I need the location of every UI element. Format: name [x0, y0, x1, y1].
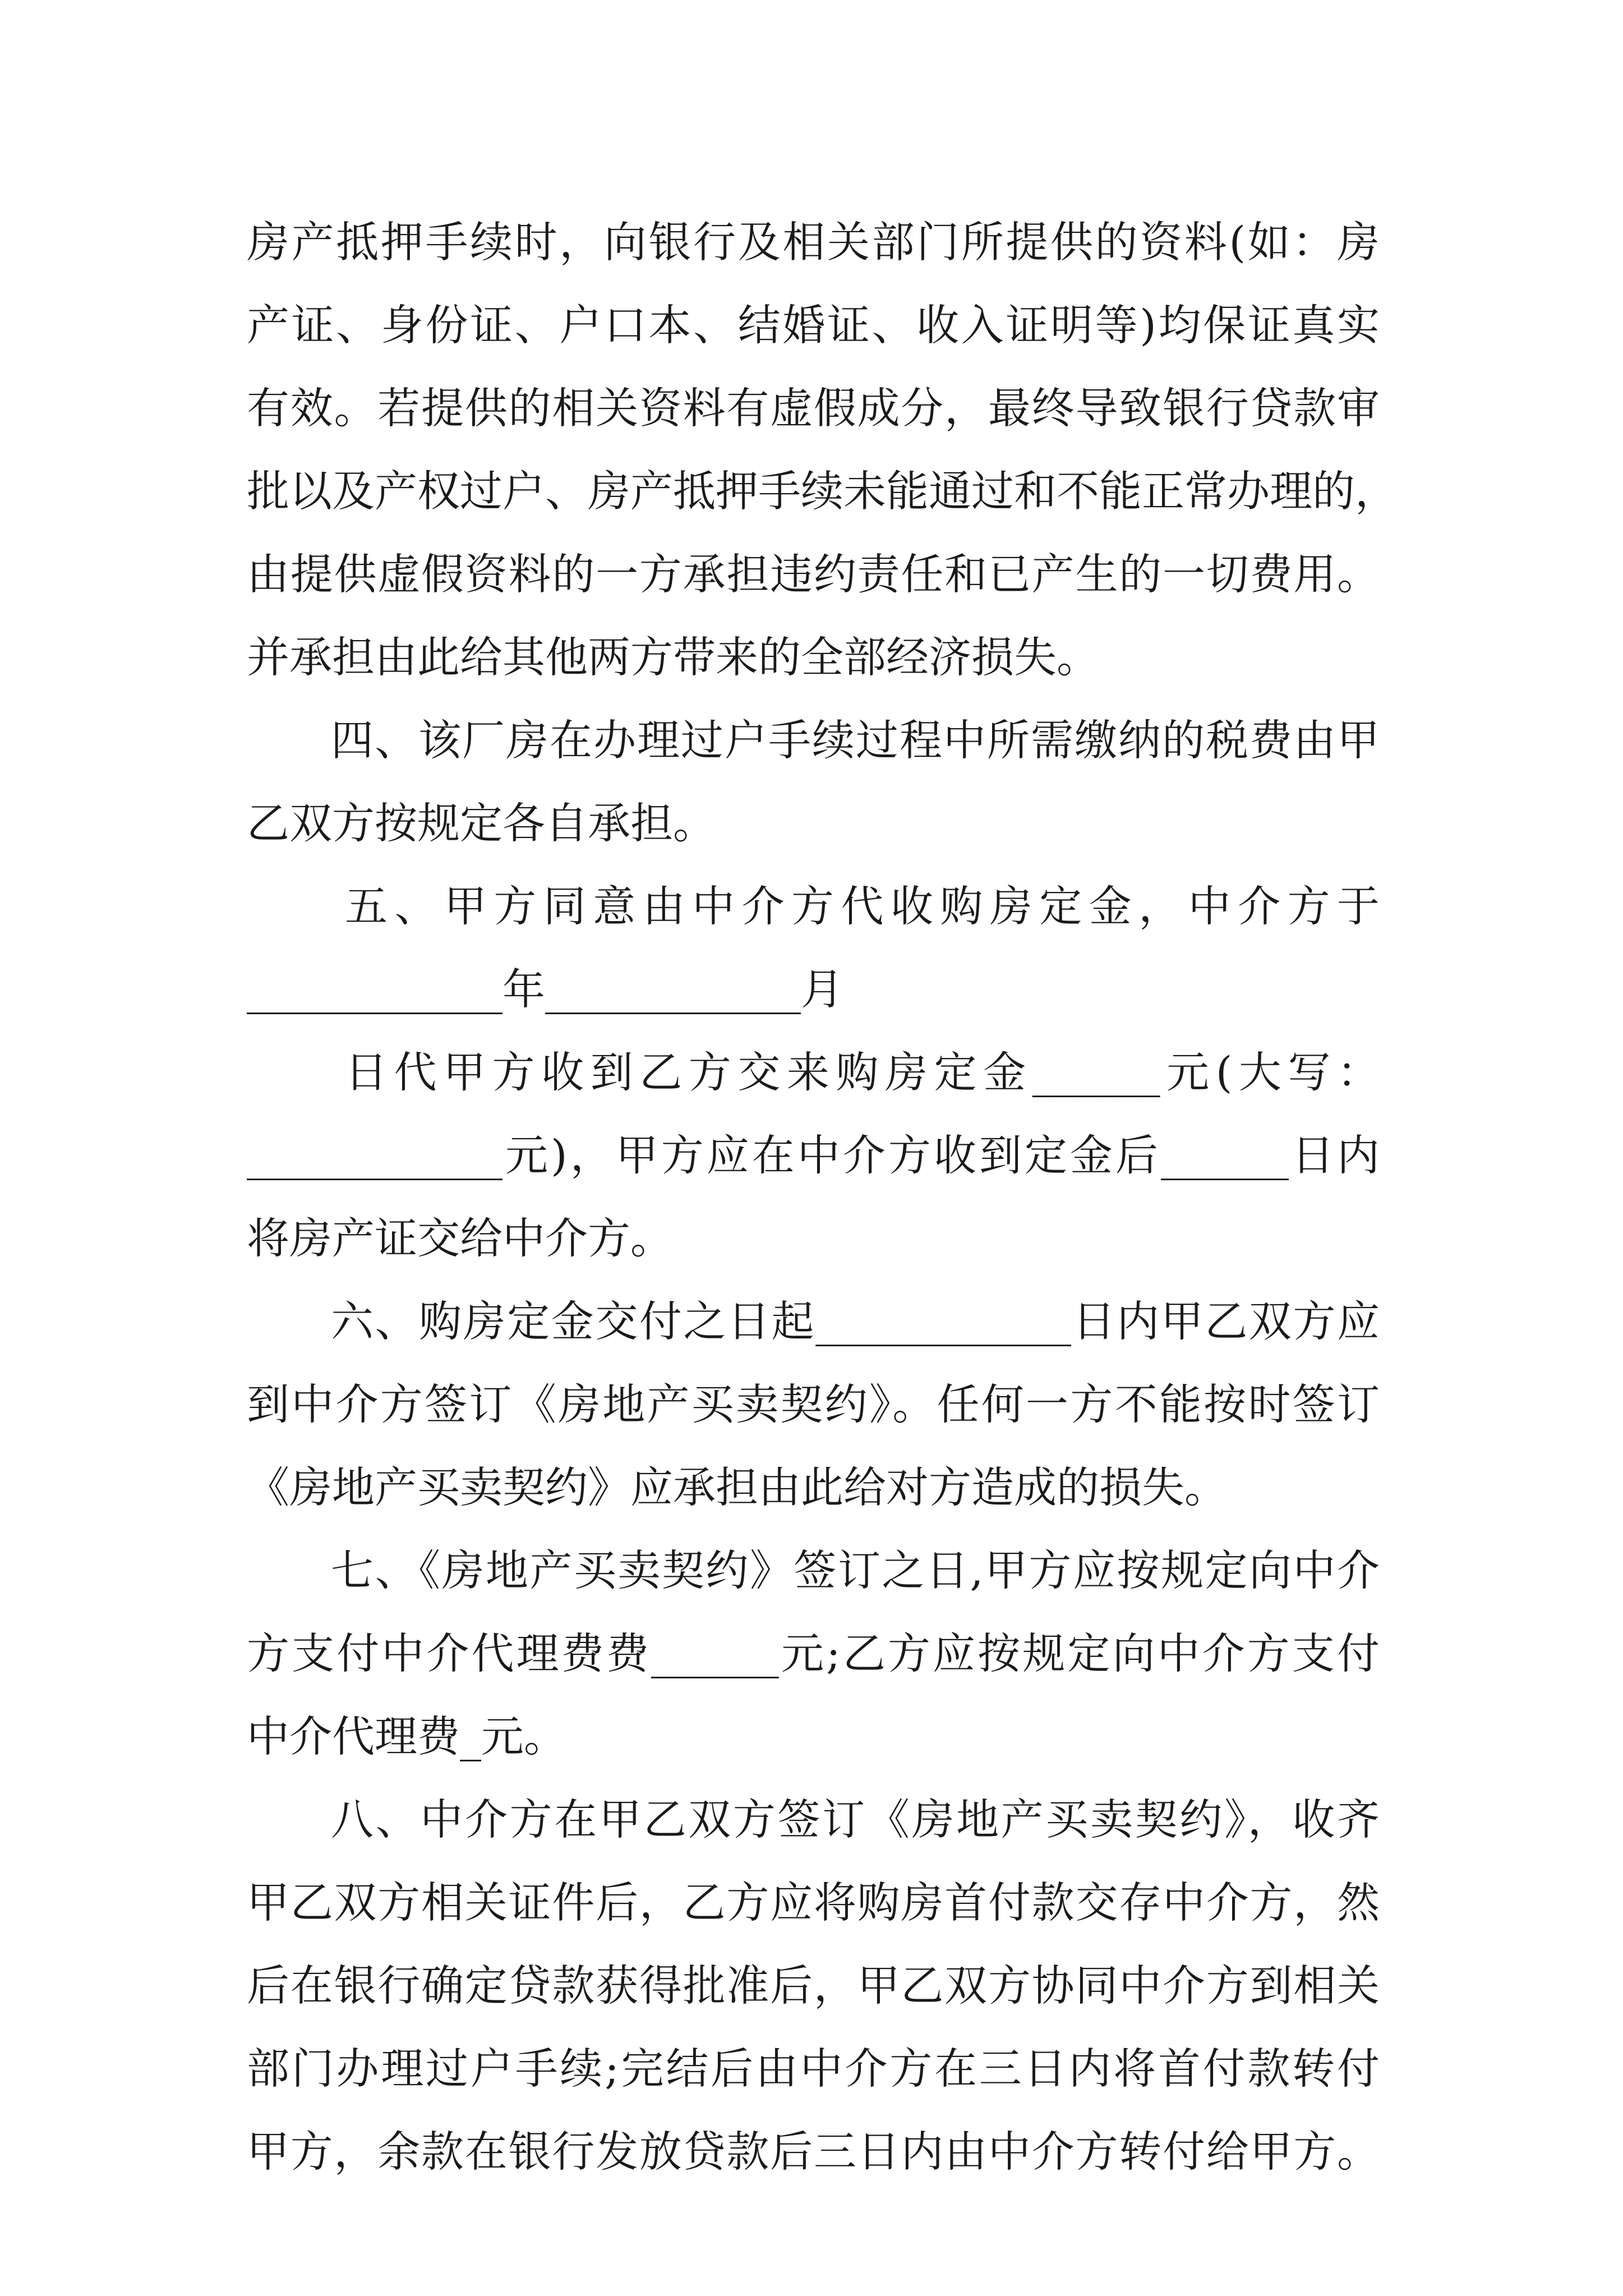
- text-line: 到中介方签订《房地产买卖契约》。任何一方不能按时签订: [247, 1379, 1380, 1429]
- text-line: 房产抵押手续时，向银行及相关部门所提供的资料(如：房: [247, 217, 1380, 267]
- text-line: 后在银行确定贷款获得批准后，甲乙双方协同中介方到相关: [247, 1961, 1380, 2010]
- text-line: ____________年____________月: [247, 964, 843, 1014]
- text-line: 甲乙双方相关证件后，乙方应将购房首付款交存中介方，然: [247, 1878, 1380, 1927]
- text-line: 将房产证交给中介方。: [247, 1213, 673, 1263]
- text-line: 八、中介方在甲乙双方签订《房地产买卖契约》，收齐: [331, 1795, 1380, 1844]
- text-line: 五、甲方同意由中介方代收购房定金，中介方于: [345, 881, 1380, 931]
- text-line: 乙双方按规定各自承担。: [247, 798, 716, 848]
- text-line: 部门办理过户手续;完结后由中介方在三日内将首付款转付: [247, 2044, 1380, 2093]
- text-line: 七、《房地产买卖契约》签订之日,甲方应按规定向中介: [331, 1545, 1380, 1595]
- text-line: 日代甲方收到乙方交来购房定金______元(大写：: [345, 1047, 1380, 1097]
- text-line: 六、购房定金交付之日起____________日内甲乙双方应: [331, 1296, 1380, 1346]
- text-line: 甲方，余款在银行发放贷款后三日内由中介方转付给甲方。: [247, 2127, 1380, 2177]
- text-line: 并承担由此给其他两方带来的全部经济损失。: [247, 632, 1099, 682]
- text-line: 中介代理费_元。: [247, 1711, 566, 1761]
- text-line: 四、该厂房在办理过户手续过程中所需缴纳的税费由甲: [331, 715, 1380, 765]
- text-line: ____________元)，甲方应在中介方收到定金后______日内: [247, 1130, 1380, 1180]
- text-line: 《房地产买卖契约》应承担由此给对方造成的损失。: [247, 1462, 1227, 1512]
- text-line: 由提供虚假资料的一方承担违约责任和已产生的一切费用。: [247, 549, 1380, 599]
- text-line: 方支付中介代理费费______元;乙方应按规定向中介方支付: [247, 1628, 1380, 1678]
- text-line: 有效。若提供的相关资料有虚假成分，最终导致银行贷款审: [247, 383, 1380, 433]
- text-line: 产证、身份证、户口本、结婚证、收入证明等)均保证真实: [247, 300, 1380, 350]
- text-line: 批以及产权过户、房产抵押手续未能通过和不能正常办理的，: [247, 466, 1398, 516]
